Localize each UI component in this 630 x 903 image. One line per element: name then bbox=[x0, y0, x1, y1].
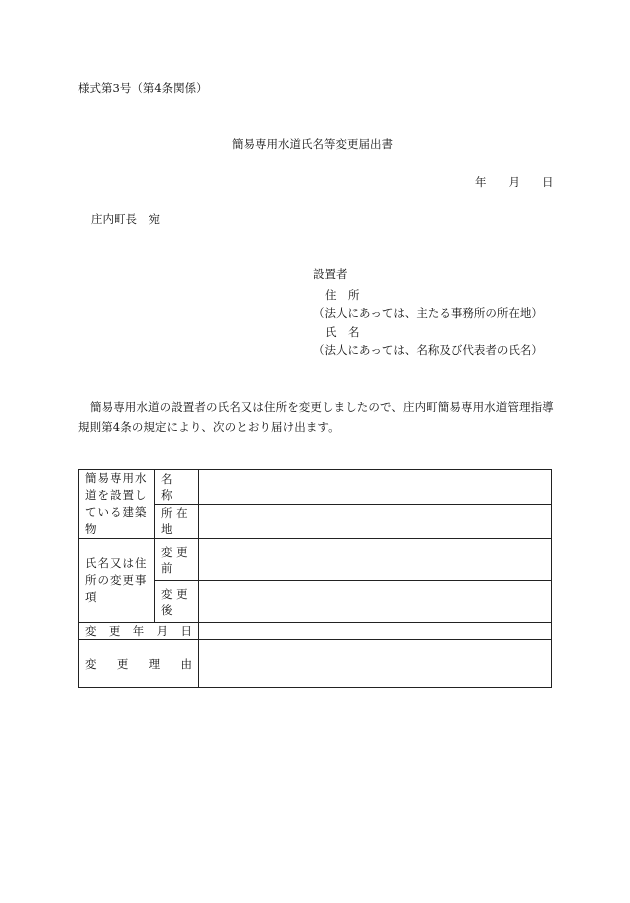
applicant-name-note: （法人にあっては、名称及び代表者の氏名） bbox=[313, 343, 543, 357]
date-month: 月 bbox=[508, 175, 520, 189]
reason-label bbox=[79, 640, 199, 688]
building-header: 簡易専用水道を設置している建築物 bbox=[79, 470, 155, 539]
date-line bbox=[475, 175, 554, 189]
name-value[interactable] bbox=[199, 470, 552, 505]
applicant-name-label: 氏 名 bbox=[325, 325, 360, 339]
applicant-address-label: 住 所 bbox=[325, 288, 360, 302]
change-form-table bbox=[78, 469, 552, 688]
document-title: 簡易専用水道氏名等変更届出書 bbox=[232, 137, 393, 151]
applicant-address-note: （法人にあっては、主たる事務所の所在地） bbox=[313, 306, 543, 320]
after-value[interactable] bbox=[199, 581, 552, 623]
reason-char: 由 bbox=[180, 656, 192, 671]
change-date-char: 年 bbox=[132, 624, 145, 638]
change-header: 氏名又は住所の変更事項 bbox=[79, 539, 155, 623]
location-label: 所 在 地 bbox=[155, 504, 199, 539]
change-date-label bbox=[79, 623, 199, 640]
reason-char: 更 bbox=[116, 656, 129, 671]
after-label: 変 更 後 bbox=[155, 581, 199, 623]
change-date-char: 更 bbox=[108, 624, 121, 638]
change-date-char: 変 bbox=[85, 624, 97, 638]
date-year: 年 bbox=[475, 175, 487, 189]
addressee: 庄内町長 宛 bbox=[91, 212, 160, 226]
reason-char: 理 bbox=[148, 656, 161, 671]
date-day: 日 bbox=[542, 175, 554, 189]
change-date-value[interactable] bbox=[199, 623, 552, 640]
form-number: 様式第3号（第4条関係） bbox=[78, 81, 208, 95]
applicant-label: 設置者 bbox=[313, 267, 348, 281]
location-value[interactable] bbox=[199, 504, 552, 539]
reason-char: 変 bbox=[85, 656, 97, 671]
change-date-char: 日 bbox=[180, 624, 192, 638]
change-date-char: 月 bbox=[156, 624, 169, 638]
name-label: 名 称 bbox=[155, 470, 199, 505]
before-label: 変 更 前 bbox=[155, 539, 199, 581]
body-text: 簡易専用水道の設置者の氏名又は住所を変更しましたので、庄内町簡易専用水道管理指導規則第4条の規定により、次のとおり届け出ます。 bbox=[78, 400, 554, 434]
before-value[interactable] bbox=[199, 539, 552, 581]
reason-value[interactable] bbox=[199, 640, 552, 688]
